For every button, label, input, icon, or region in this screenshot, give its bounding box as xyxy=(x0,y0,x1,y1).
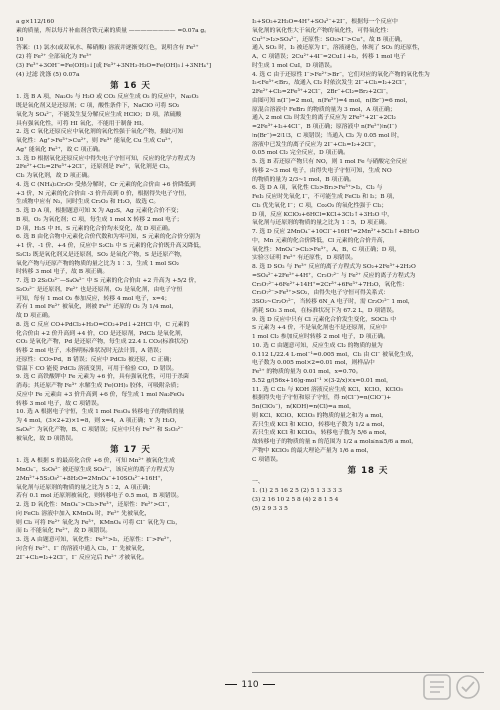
text-line: 2Fe²⁺+Cl₂=2Fe³⁺+2Cl⁻，2Br⁻+Cl₂=Br₂+2Cl⁻， xyxy=(252,89,392,95)
text-line: 3. 选 A 由题意可知，氧化性：Fe³⁺>I₂，还原性：I⁻>Fe²⁺， xyxy=(16,537,176,543)
text-line: 2Fe²⁺+Cl₂=2Fe³⁺+2Cl⁻，还原剂是 Fe²⁺，氧化剂是 Cl₂， xyxy=(16,164,174,171)
text-line: D 项，反应 KClO₃+6HCl=KCl+3Cl₂↑+3H₂O 中， xyxy=(252,211,393,218)
text-line: =2Fe³⁺+I₂+4Cl⁻，B 项正确；原溶液中 n(Fe²⁺)∶n(I⁻) xyxy=(252,124,397,130)
text-line: 7. 选 D 2S₂O₃²⁻—S₄O₆²⁻ 中 S 元素的化合价由 +2 升高为 +5/2 价， xyxy=(16,278,201,284)
text-line: 可知，每有 1 mol O₂ 参加反应，转移 4 mol 电子，x=4； xyxy=(16,295,171,302)
text-line: 产物中 KClO₃ 的最大理论产量为 1/6 a mol， xyxy=(252,447,373,454)
text-line: S 元素为 +4 价，不是氧化剂也不是还原剂，反应中 xyxy=(252,325,387,332)
text-line: 3SO₂~Cr₂O₇²⁻，当转移 6N_A 电子时，需 Cr₂O₇²⁻ 1 mol， xyxy=(252,299,414,305)
text-line: 0.112 L/22.4 L·mol⁻¹=0.005 mol，Cl₂ 由 Cl⁻ 被氧化生成， xyxy=(252,351,418,358)
page-number-dash-right xyxy=(263,684,275,685)
text-line: 8. 选 C 反应 CO+PdCl₂+H₂O=CO₂+Pd↓+2HCl 中，C 元素的 xyxy=(16,321,190,328)
text-line: 反应中 Fe 元素由 +3 价升高到 +6 价，每生成 1 mol Na₂FeO₄ xyxy=(16,391,185,398)
text-line: 9. 选 C 高铁酸钾中 Fe 元素为 +6 价，具有强氧化性，可用于杀菌 xyxy=(16,374,189,381)
day-heading: 第 17 天 xyxy=(110,445,151,456)
text-line: 若有 1 mol Fe²⁺ 被氧化，则被 Fe²⁺ 还原的 O₂ 为 1/4 mol， xyxy=(16,304,178,311)
text-line: Ag⁺ 能氧化 Fe²⁺，故 C 项正确。 xyxy=(16,146,104,153)
text-line: 氧化剂与还原剂的物质的量之比为 1∶5，D 项正确。 xyxy=(252,220,391,227)
text-line: 向含有 Fe²⁺、I⁻ 的溶液中通入 Cl₂，I⁻ 先被氧化， xyxy=(16,545,149,552)
text-line: =SO₄²⁻+2Fe²⁺+4H⁺，Cr₂O₇²⁻ 与 Fe²⁺ 反应的离子方程式为 xyxy=(252,272,416,279)
text-line: Cr₂O₇²⁻+6Fe²⁺+14H⁺=2Cr³⁺+6Fe³⁺+7H₂O，氧化性： xyxy=(252,281,408,288)
text-line: 6. 选 B 由化合物中元素化合价代数和为零可知，S 元素的化合价分别为 xyxy=(16,234,201,241)
text-line: 转移 3 mol 电子，故 C 项错误。 xyxy=(16,400,103,407)
text-line: 5. 选 D A 项，根据题意可知 X 为 Ag₂S，Ag 元素化合价不变； xyxy=(16,208,183,214)
text-line: +1 价、-1 价、+4 价，反应中 S₂Cl₂ 中 S 元素的化合价既升高又降低， xyxy=(16,243,205,249)
text-line: +3 价，N 元素的化合价由 -3 价升高到 0 价，根据得失电子守恒， xyxy=(16,190,191,197)
text-line: (2) 将 Fe²⁺ 全部氧化为 Fe³⁺ xyxy=(16,54,92,60)
text-line: 5n(ClO₃⁻)，n(KOH)=n(Cl)=a mol， xyxy=(252,404,355,410)
text-line: 素的质量，所以每片补血剂含铁元素的质量 ———————— =0.07a g。 xyxy=(16,27,210,34)
text-line: 4. 选 C (NH₄)₂Cr₂O₇ 受热分解时，Cr 元素的化合价由 +6 价降低到 xyxy=(16,181,196,188)
day-heading: 第 16 天 xyxy=(110,81,151,92)
text-line: C 项错误。 xyxy=(252,456,282,463)
text-line: 1. (1) 2 5 16 2 5 (2) 5 1 3 3 3 3 xyxy=(252,488,342,494)
text-line: 2Mn²⁺+5S₂O₈²⁻+8H₂O=2MnO₄⁻+10SO₄²⁻+16H⁺， xyxy=(16,475,167,482)
text-line: 10. 选 A 根据电子守恒，生成 1 mol Fe₃O₄ 转移电子的物质的量 xyxy=(16,409,185,416)
text-line: 1. 选 A 根据 S 的最高化合价 +6 价，可知 Mn²⁺ 被氧化生成 xyxy=(16,458,175,465)
text-line: S₄O₆²⁻ 为氧化产物，B、C 项错误；反应中只有 Fe²⁺ 和 S₂O₃²⁻ xyxy=(16,426,184,433)
text-line: 通入 2 mol Cl₂ 时发生的离子反应为 2Fe²⁺+2I⁻+2Cl₂ xyxy=(252,115,396,122)
text-line: 2. 选 D 氧化性：MnO₄⁻>Cl₂>Fe³⁺，还原性：Fe²⁺>Cl⁻， xyxy=(16,502,174,508)
text-line: 7. 选 D 反应 2MnO₄⁻+10Cl⁻+16H⁺=2Mn²⁺+5Cl₂↑+8H₂O xyxy=(252,229,420,235)
text-line: 4. 选 C 由于还原性 I⁻>Fe²⁺>Br⁻，它们对应的氧化产物的氧化性为 xyxy=(252,71,430,78)
text-line: 5.52 g/(56x+16)g·mol⁻¹ ×(3-2/x)×x=0.01 mol， xyxy=(252,377,392,384)
text-line: ∶n(Br⁻)=2∶1∶3，C 项错误；当通入 Cl₂ 为 0.05 mol 时， xyxy=(252,132,403,139)
text-line: 常温下 CO 能使 PdCl₂ 溶液变黑，可用于检验 CO，D 错误。 xyxy=(16,365,178,372)
text-line: 故 D 项正确。 xyxy=(16,313,54,319)
text-line: 原混合溶液中 FeBr₂ 的物质的量为 3 mol，A 项正确； xyxy=(252,106,396,113)
text-line: Cl₂ 优先氧化 I⁻；C 项，Co₂O₃ 的氧化性强于 Cl₂； xyxy=(252,202,388,209)
text-line: I₂+SO₂+2H₂O=4H⁺+SO₄²⁻+2I⁻，根据每一个反应中 xyxy=(252,19,398,25)
text-line: 化合价由 +2 价升高到 +4 价，CO 是还原剂，PdCl₂ 是氧化剂， xyxy=(16,330,187,337)
right-column xyxy=(252,18,484,678)
text-line: Cl₂ 为氧化剂，故 D 项正确。 xyxy=(16,173,94,179)
text-line: 氧化为 SO₄²⁻，不能发生复分解反应生成 HClO；D 项，浓硫酸 xyxy=(16,111,182,118)
text-line: 时生成 1 mol CuI，D 项错误。 xyxy=(252,62,336,69)
text-line: 转移 2 mol 电子，未指明标准状况时无法计算，A 错误； xyxy=(16,348,165,354)
text-line: Cu²⁺>I₂>SO₄²⁻，还原性：SO₂>I⁻>Cu⁺，故 B 项正确， xyxy=(252,36,406,43)
text-line: 电子数为 0.005 mol×2=0.01 mol，则样品中 xyxy=(252,360,375,367)
page-number-dash-left xyxy=(225,684,237,685)
text-line: a g×112/160 xyxy=(16,19,55,25)
text-line: 5. 选 B 若还原产物只有 NO，则 1 mol Fe 与硝酸完全反应 xyxy=(252,159,408,165)
text-line: 2I⁻+Cl₂=I₂+2Cl⁻，I⁻ 反应完后 Fe²⁺ 才被氧化。 xyxy=(16,554,148,561)
text-line: S₂Cl₂ 既是氧化剂又是还原剂，SO₂ 是氧化产物，S 是还原产物， xyxy=(16,251,186,258)
text-line: 消耗 SO₂ 3 mol，在标准状况下为 67.2 L，D 项错误。 xyxy=(252,307,398,314)
text-line: 10. 选 C 由题意可知，反应生成 Cl₂ 的物质的量为 xyxy=(252,342,383,349)
text-line: 6. 选 D A 项，氧化性 Cl₂>Br₂>Fe³⁺>I₂，Cl₂ 与 xyxy=(252,185,383,192)
text-line: 为 4 mol，(3×2+2)×1=8，则 x=4，A 项正确；Y 为 H₂O， xyxy=(16,418,181,424)
text-line: 中，Mn 元素的化合价降低，Cl 元素的化合价升高， xyxy=(252,237,389,244)
text-line: 氧化产物与还原产物的物质的量之比为 1∶3，生成 1 mol SO₂ xyxy=(16,260,179,267)
text-line: 既是氧化剂又是还原剂；C 项，酸性条件下，NaClO 可将 SO₂ xyxy=(16,103,180,109)
text-line: 通入 SO₂ 时，I₂ 被还原为 I⁻，溶液褪色，体现了 SO₂ 的还原性， xyxy=(252,45,424,52)
text-line: 一、 xyxy=(252,479,264,486)
text-line: 氧化剂的氧化性大于氧化产物的氧化性，可得氧化性： xyxy=(252,27,393,34)
text-line: 2. 选 C 氧化还原反应中氧化剂的氧化性强于氧化产物，据此可知 xyxy=(16,129,184,136)
text-line: 氧化性：Ag⁺>Fe³⁺>Cu²⁺，则 Fe³⁺ 能氧化 Cu 生成 Cu²⁺， xyxy=(16,138,177,144)
text-line: 由图可知 n(I⁻)=2 mol，n(Fe²⁺)=4 mol，n(Br⁻)=6 mol， xyxy=(252,97,412,104)
text-line: Cr₂O₇²⁻>Fe³⁺>SO₂，由得失电子守恒可得关系式： xyxy=(252,290,390,297)
text-line: 3. 选 D 根据氧化还原反应中得失电子守恒可知，反应的化学方程式为 xyxy=(16,155,196,162)
text-line: 10 xyxy=(16,36,24,43)
text-line: Fe²⁺ 的物质的量为 0.01 mol，x=0.70。 xyxy=(252,369,362,375)
text-line: 实验③证明 Fe²⁺ 有还原性，D 项错误。 xyxy=(252,255,357,262)
text-line: 被氧化，故 D 项错误。 xyxy=(16,435,77,442)
text-line: 氧化剂与还原剂的物质的量之比为 5∶2，A 项正确； xyxy=(16,484,154,491)
text-line: MnO₄⁻，S₂O₈²⁻ 被还原生成 SO₄²⁻，该反应的离子方程式为 xyxy=(16,467,175,473)
text-line: 转移 2~3 mol 电子，由得失电子守恒可知，生成 NO xyxy=(252,167,392,174)
text-line: 向 FeCl₂ 溶液中加入 KMnO₄ 时，Fe²⁺ 先被氧化， xyxy=(16,510,151,517)
text-line: 的物质的量为 2/3~1 mol，B 项正确。 xyxy=(252,176,355,183)
text-line: D 项，H₂S 中 H、S 元素的化合价均未变化，故 D 项正确。 xyxy=(16,225,174,232)
text-line: 11. 选 C Cl₂ 与 KOH 溶液反应生成 KCl、KClO、KClO₃ xyxy=(252,386,403,393)
text-line: 若只生成 KCl 和 KClO₃，转移电子数为 5/6 a mol， xyxy=(252,430,391,437)
text-line: 而 I₂ 不能氧化 Fe²⁺，故 D 项错误。 xyxy=(16,528,112,535)
text-line: (3) Fe³⁺+3OH⁻=Fe(OH)₃↓[或 Fe³⁺+3NH₃·H₂O=Fe(OH)₃↓+3NH₄⁺] xyxy=(16,62,212,69)
text-line: 1. 选 B A 项，Na₂O₂ 与 H₂O 或 CO₂ 反应生成 O₂ 的反应中，Na₂O₂ xyxy=(16,94,199,101)
text-line: B 项，O₂ 为氧化剂；C 项，每生成 1 mol X 转移 2 mol 电子； xyxy=(16,216,183,223)
day-heading: 第 18 天 xyxy=(347,466,389,477)
text-line: 若有 0.1 mol 还原剂被氧化，则转移电子 0.5 mol，B 项错误。 xyxy=(16,493,183,500)
text-line: (5) 2 9 3 3 5 xyxy=(252,505,288,512)
page-number-text: 110 xyxy=(241,680,259,690)
text-line: 溶液中已发生的离子反应为 2I⁻+Cl₂=I₂+2Cl⁻， xyxy=(252,141,380,148)
text-line: 若只生成 KCl 和 KClO，转移电子数为 1/2 a mol， xyxy=(252,421,389,428)
text-line: I₂<Fe³⁺<Br₂，故通入 Cl₂ 时依次发生 2I⁻+Cl₂=I₂+2Cl⁻， xyxy=(252,80,411,87)
text-line: 则 Cl₂ 可将 Fe²⁺ 氧化为 Fe³⁺，KMnO₄ 可将 Cl⁻ 氧化为 Cl₂， xyxy=(16,519,182,526)
text-line: 具有强氧化性，可将 HI 氧化，不能用于制备 HI。 xyxy=(16,120,148,127)
text-line: 氧化性：MnO₄⁻>Cl₂>Fe³⁺，A、B、C 项正确；D 项， xyxy=(252,246,400,253)
text-line: 9. 选 D 反应中只有 Cl 元素化合价发生变化，SOCl₂ 中 xyxy=(252,316,397,323)
text-line: 还原性：CO>Pd，B 错误；反应中 PdCl₂ 被还原，C 正确； xyxy=(16,356,176,363)
text-line: (4) 过滤 洗涤 (5) 0.07a xyxy=(16,71,80,78)
text-line: 消毒；其还原产物 Fe³⁺ 水解生成 Fe(OH)₃ 胶体，可吸附杂质； xyxy=(16,383,183,389)
text-line: 根据得失电子守恒和原子守恒，得 n(Cl⁻)=n(ClO⁻)+ xyxy=(252,395,392,402)
text-line: 生成物中应有 N₂，同时生成 Cr₂O₃ 和 H₂O，故选 C。 xyxy=(16,199,160,206)
text-line: A、C 项错误；2Cu²⁺+4I⁻=2CuI↓+I₂，转移 1 mol 电子 xyxy=(252,54,406,60)
text-line: 0.05 mol Cl₂ 完全反应，D 项正确。 xyxy=(252,150,349,157)
text-line: (3) 2 16 10 2 5 8 (4) 2 8 1 5 4 xyxy=(252,496,339,503)
text-line: 时转移 3 mol 电子，故 B 项正确。 xyxy=(16,269,109,276)
text-line: S₂O₃²⁻ 是还原剂，Fe²⁺ 也是还原剂，O₂ 是氧化剂，由电子守恒 xyxy=(16,286,183,293)
text-line: 1 mol Cl₂ 参加反应时转移 2 mol 电子，D 项正确。 xyxy=(252,334,389,340)
text-line: 8. 选 D SO₂ 与 Fe³⁺ 反应的离子方程式为 SO₂+2Fe³⁺+2H₂O xyxy=(252,264,416,270)
text-line: CO₂ 是氧化产物，Pd 是还原产物，每生成 22.4 L CO₂(标准状况) xyxy=(16,339,189,346)
text-line: FeI₂ 反应时先氧化 I⁻，不可能生成 FeCl₃ 和 I₂；B 项， xyxy=(252,194,399,200)
text-line: 答案：(1) 氯水(或双氧水、稀硝酸) 溶液并逐渐变红色，说明含有 Fe²⁺ xyxy=(16,45,199,52)
left-column xyxy=(16,18,245,678)
text-line: 故转移电子的物质的量 n 的范围为 1/2 a mol≤n≤5/6 a mol， xyxy=(252,439,417,445)
text-line: 则 KCl、KClO、KClO₃ 的物质的量之和为 a mol， xyxy=(252,412,388,419)
watermark-stamp-icon xyxy=(422,672,486,702)
